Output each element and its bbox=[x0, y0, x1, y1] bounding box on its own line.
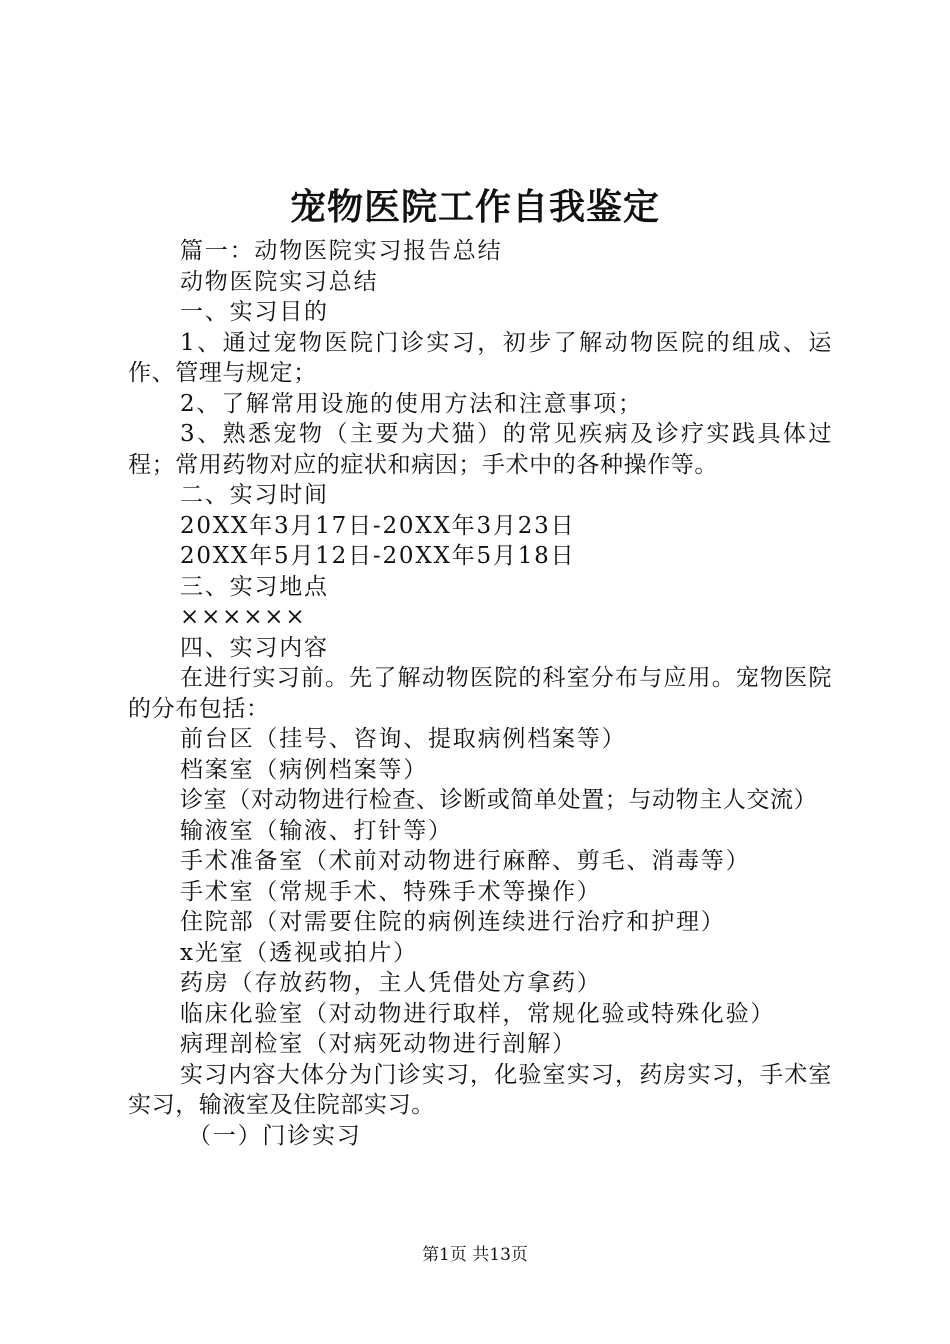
list-item-pharmacy: 药房（存放药物，主人凭借处方拿药） bbox=[180, 970, 602, 996]
paragraph-heading-purpose: 一、实习目的 bbox=[180, 299, 329, 325]
paragraph-purpose-1: 1、通过宠物医院门诊实习，初步了解动物医院的组成、运作、管理与规定； bbox=[128, 329, 832, 386]
paragraph-time-2: 20XX年5月12日-20XX年5月18日 bbox=[180, 543, 576, 569]
list-item-operating-room: 手术室（常规手术、特殊手术等操作） bbox=[180, 878, 602, 905]
list-item-archive-room: 档案室（病例档案等） bbox=[180, 756, 428, 783]
list-item-clinical-lab: 临床化验室（对动物进行取样，常规化验或特殊化验） bbox=[180, 1000, 776, 1027]
paragraph-content-intro: 在进行实习前。先了解动物医院的科室分布与应用。宠物医院的分布包括： bbox=[128, 665, 832, 722]
document-body bbox=[128, 236, 832, 1151]
page-number-footer: 第1页 共13页 bbox=[422, 1245, 528, 1265]
paragraph-subtitle: 动物医院实习总结 bbox=[180, 268, 379, 295]
list-item-pathology-room: 病理剖检室（对病死动物进行剖解） bbox=[180, 1031, 577, 1057]
list-item-front-desk: 前台区（挂号、咨询、提取病例档案等） bbox=[180, 726, 627, 752]
list-item-consulting-room: 诊室（对动物进行检查、诊断或简单处置；与动物主人交流） bbox=[180, 787, 818, 813]
paragraph-heading-time: 二、实习时间 bbox=[180, 482, 329, 508]
document-title: 宠物医院工作自我鉴定 bbox=[289, 187, 660, 228]
list-item-infusion-room: 输液室（输液、打针等） bbox=[180, 817, 453, 844]
list-item-inpatient-department: 住院部（对需要住院的病例连续进行治疗和护理） bbox=[180, 909, 726, 935]
paragraph-purpose-2: 2、了解常用设施的使用方法和注意事项； bbox=[180, 390, 643, 417]
list-item-xray-room: x光室（透视或拍片） bbox=[180, 939, 418, 966]
paragraph-content-summary: 实习内容大体分为门诊实习，化验室实习，药房实习，手术室实习，输液室及住院部实习。 bbox=[128, 1061, 832, 1118]
list-item-surgery-prep-room: 手术准备室（术前对动物进行麻醉、剪毛、消毒等） bbox=[180, 848, 751, 874]
paragraph-time-1: 20XX年3月17日-20XX年3月23日 bbox=[180, 512, 576, 539]
paragraph-subheading-outpatient: （一）门诊实习 bbox=[188, 1122, 362, 1149]
paragraph-section-heading: 篇一：动物医院实习报告总结 bbox=[180, 238, 503, 264]
paragraph-location: ×××××× bbox=[180, 604, 307, 630]
paragraph-heading-location: 三、实习地点 bbox=[180, 573, 329, 600]
paragraph-purpose-3: 3、熟悉宠物（主要为犬猫）的常见疾病及诊疗实践具体过程；常用药物对应的症状和病因；手术中的各种操作等。 bbox=[128, 421, 832, 478]
paragraph-heading-content: 四、实习内容 bbox=[180, 634, 329, 661]
